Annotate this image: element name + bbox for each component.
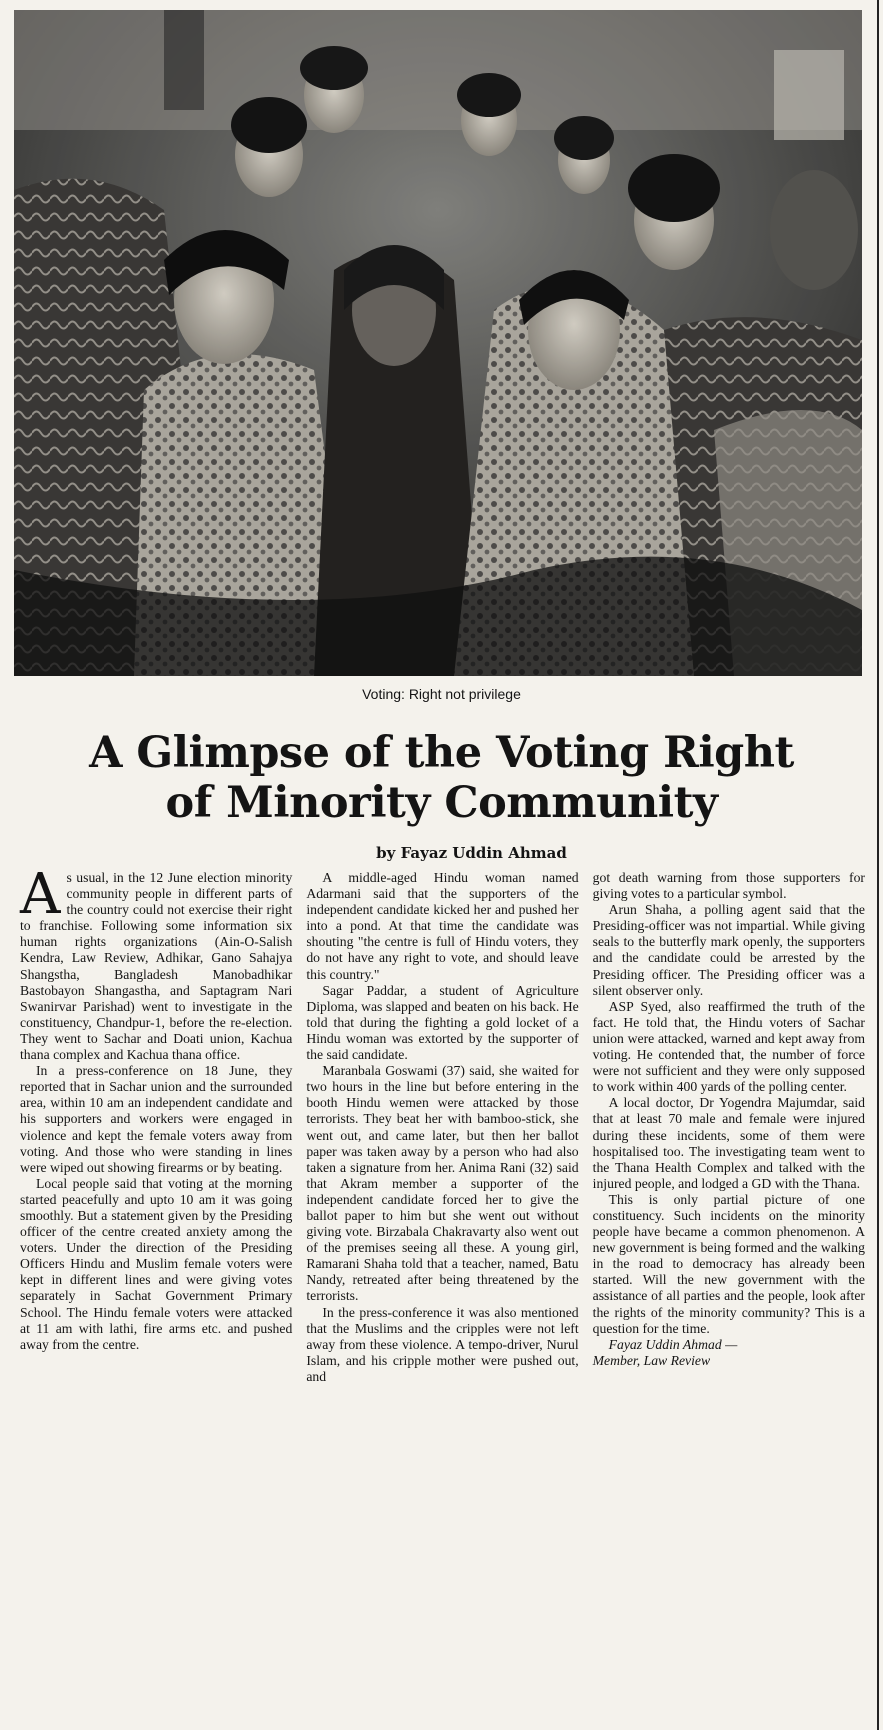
paragraph: ASP Syed, also reaffirmed the truth of the fact. He told that, the Hindu voters of Sachar union were attacked, warned and kept away from voting. He contended that, the number of force were not sufficient and they were only supposed to work within 400 yards of the polling center. (592, 998, 865, 1095)
article-column-2 (306, 870, 578, 1700)
headline (12, 728, 871, 828)
paragraph: Maranbala Goswami (37) said, she waited for two hours in the line but before entering in the booth Hindu wemen were attacked by those terrorists. They beat her with bamboo-stick, she went out, and came later, but then her ballot paper was taken away by a person who had also taken a signature from her. Anima Rani (32) said that Akram member a supporter of the independent candidate forced her to give the ballot paper to him but she went out without giving vote. Birzabala Chakravarty also went out of the premises seeing all these. A young girl, Ramarani Shaha told that a teacher, named, Batu Nandy, retreated after being threatened by the terrorists. (306, 1063, 579, 1304)
paragraph: Sagar Paddar, a student of Agriculture Diploma, was slapped and beaten on his back. He told that during the fighting a gold locket of a Hindu woman was extorted by the supporter of the said candidate. (306, 982, 579, 1063)
article-body (12, 870, 871, 1700)
news-photo (14, 10, 862, 676)
photo-caption: Voting: Right not privilege (362, 686, 521, 702)
author-signature: Fayaz Uddin Ahmad — Member, Law Review (592, 1336, 738, 1368)
paragraph: A local doctor, Dr Yogendra Majumdar, said that at least 70 male and female were injured during these incidents, some of them were hospitalised too. The investigating team went to the Thana Health Complex and talked with the injured people, and lodged a GD with the Thana. (592, 1095, 865, 1191)
drop-cap: A (20, 870, 61, 927)
paragraph: This is only partial picture of one constituency. Such incidents on the minority people have became a common phenomenon. A new government is being formed and the walking in the road to democracy has already been started. Will the new government with the assistance of all parties and the people, look after the rights of the minority community? This is a question for the time. (592, 1191, 865, 1336)
paragraph: got death warning from those supporters for giving votes to a particular symbol. (592, 870, 865, 902)
paragraph: As usual, in the 12 June election minority community people in different parts of the country could not exercise their right to franchise. Following some information six human rights organizations (Ain-O-Salish Kendra, Law Review, Adhikar, Gano Sahajya Shangstha, Bangladesh Manobadhikar Bastobayon Shangastha, and Saptagram Nari Swanirvar Parishad) went to investigate in the constituency, Chandpur-1, before the re-election. They went to Sachar and Doati union, Kachua thana complex and Kachua thana office. (20, 870, 293, 1063)
paragraph: A middle-aged Hindu woman named Adarmani said that the supporters of the independent candidate kicked her and pushed her into a pond. At that time the candidate was shouting "the centre is full of Hindu voters, they do not have any right to vote, and should leave this country." (306, 870, 579, 982)
article-column-3 (593, 870, 865, 1700)
headline-line-1: A Glimpse of the Voting Right (89, 728, 794, 778)
paragraph: In a press-conference on 18 June, they reported that in Sachar union and the surrounded area, within 10 am an independent candidate and his supporters and workers were engaged in violence and kept the female voters away from voting. And those who were standing in lines were wiped out showing firearms or by beating. (20, 1063, 293, 1175)
paragraph: In the press-conference it was also mentioned that the Muslims and the cripples were not left away from these violence. A tempo-driver, Nurul Islam, and his cripple mother were pushed out, and (306, 1304, 579, 1384)
paragraph: Local people said that voting at the morning started peacefully and upto 10 am it was going smoothly. But a statement given by the Presiding officer of the centre created anxiety among the voters. Under the direction of the Presiding Officers Hindu and Muslim female voters were kept in different lines and were giving votes separately in Sachat Government Primary School. The Hindu female voters were attacked at 11 am with lathi, fire arms etc. and pushed away from the centre. (20, 1175, 293, 1352)
paragraph: Arun Shaha, a polling agent said that the Presiding-officer was not impartial. While giving seals to the butterfly mark openly, the supporters and the candidate could be arrested by the Presiding officer. The Presiding officer was a silent observer only. (592, 902, 865, 998)
byline: by Fayaz Uddin Ahmad (376, 844, 567, 862)
headline-line-2: of Minority Community (165, 778, 718, 828)
column-rule (877, 0, 879, 1730)
article-column-1 (20, 870, 292, 1700)
